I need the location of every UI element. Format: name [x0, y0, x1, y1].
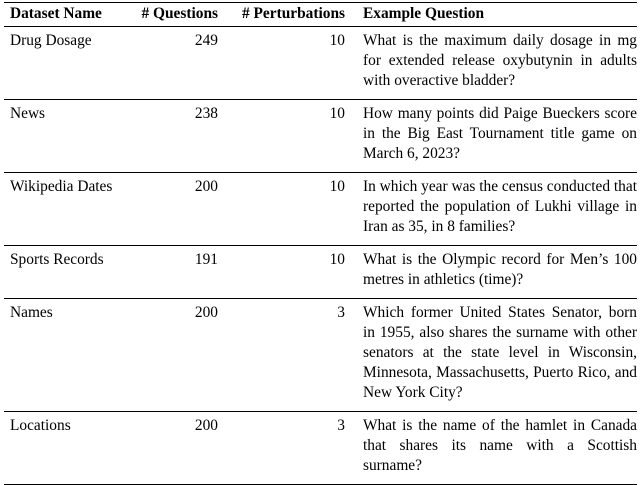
table-row [4, 100, 637, 173]
cell-questions: 200 [194, 417, 218, 434]
cell-perturbations: 10 [329, 251, 345, 268]
header-perturbations: # Perturbations [241, 5, 345, 22]
cell-example: What is the maximum daily dosage in mg for extended release oxybutynin in adults with overactive bladder? [363, 32, 637, 89]
header-example-question: Example Question [363, 5, 484, 22]
cell-example: In which year was the census conducted that reported the population of Lukhi village in Iran as 35, in 8 families? [363, 178, 637, 235]
table-row [4, 173, 637, 246]
cell-dataset: Drug Dosage [10, 32, 92, 49]
cell-dataset: News [10, 105, 46, 122]
cell-dataset: Sports Records [10, 251, 104, 268]
cell-dataset: Locations [10, 417, 71, 434]
cell-questions: 191 [194, 251, 218, 268]
cell-example: What is the Olympic record for Men’s 100 metres in athletics (time)? [363, 251, 637, 288]
cell-perturbations: 10 [329, 32, 345, 49]
header-dataset-name: Dataset Name [10, 5, 102, 22]
table-body [4, 27, 637, 485]
cell-questions: 238 [194, 105, 218, 122]
cell-perturbations: 10 [329, 178, 345, 195]
cell-perturbations: 3 [337, 304, 345, 321]
table-row [4, 27, 637, 100]
table-header [4, 3, 637, 27]
cell-perturbations: 3 [337, 417, 345, 434]
cell-questions: 200 [194, 304, 218, 321]
header-questions: # Questions [141, 5, 218, 22]
cell-dataset: Names [10, 304, 53, 321]
cell-questions: 249 [194, 32, 218, 49]
table-row [4, 299, 637, 412]
cell-questions: 200 [194, 178, 218, 195]
cell-example: Which former United States Senator, born in 1955, also shares the surname with other senators at the state level in Wisconsin, Minnesota, Massachusetts, Puerto Rico, and New York City? [363, 304, 637, 401]
cell-perturbations: 10 [329, 105, 345, 122]
header-row [4, 3, 637, 27]
table-row [4, 412, 637, 485]
cell-example: How many points did Paige Bueckers score in the Big East Tournament title game on March 6, 2023? [363, 105, 637, 162]
cell-example: What is the name of the hamlet in Canada that shares its name with a Scottish surname? [363, 417, 637, 474]
table-row [4, 246, 637, 299]
dataset-table [4, 2, 637, 485]
cell-dataset: Wikipedia Dates [10, 178, 113, 195]
